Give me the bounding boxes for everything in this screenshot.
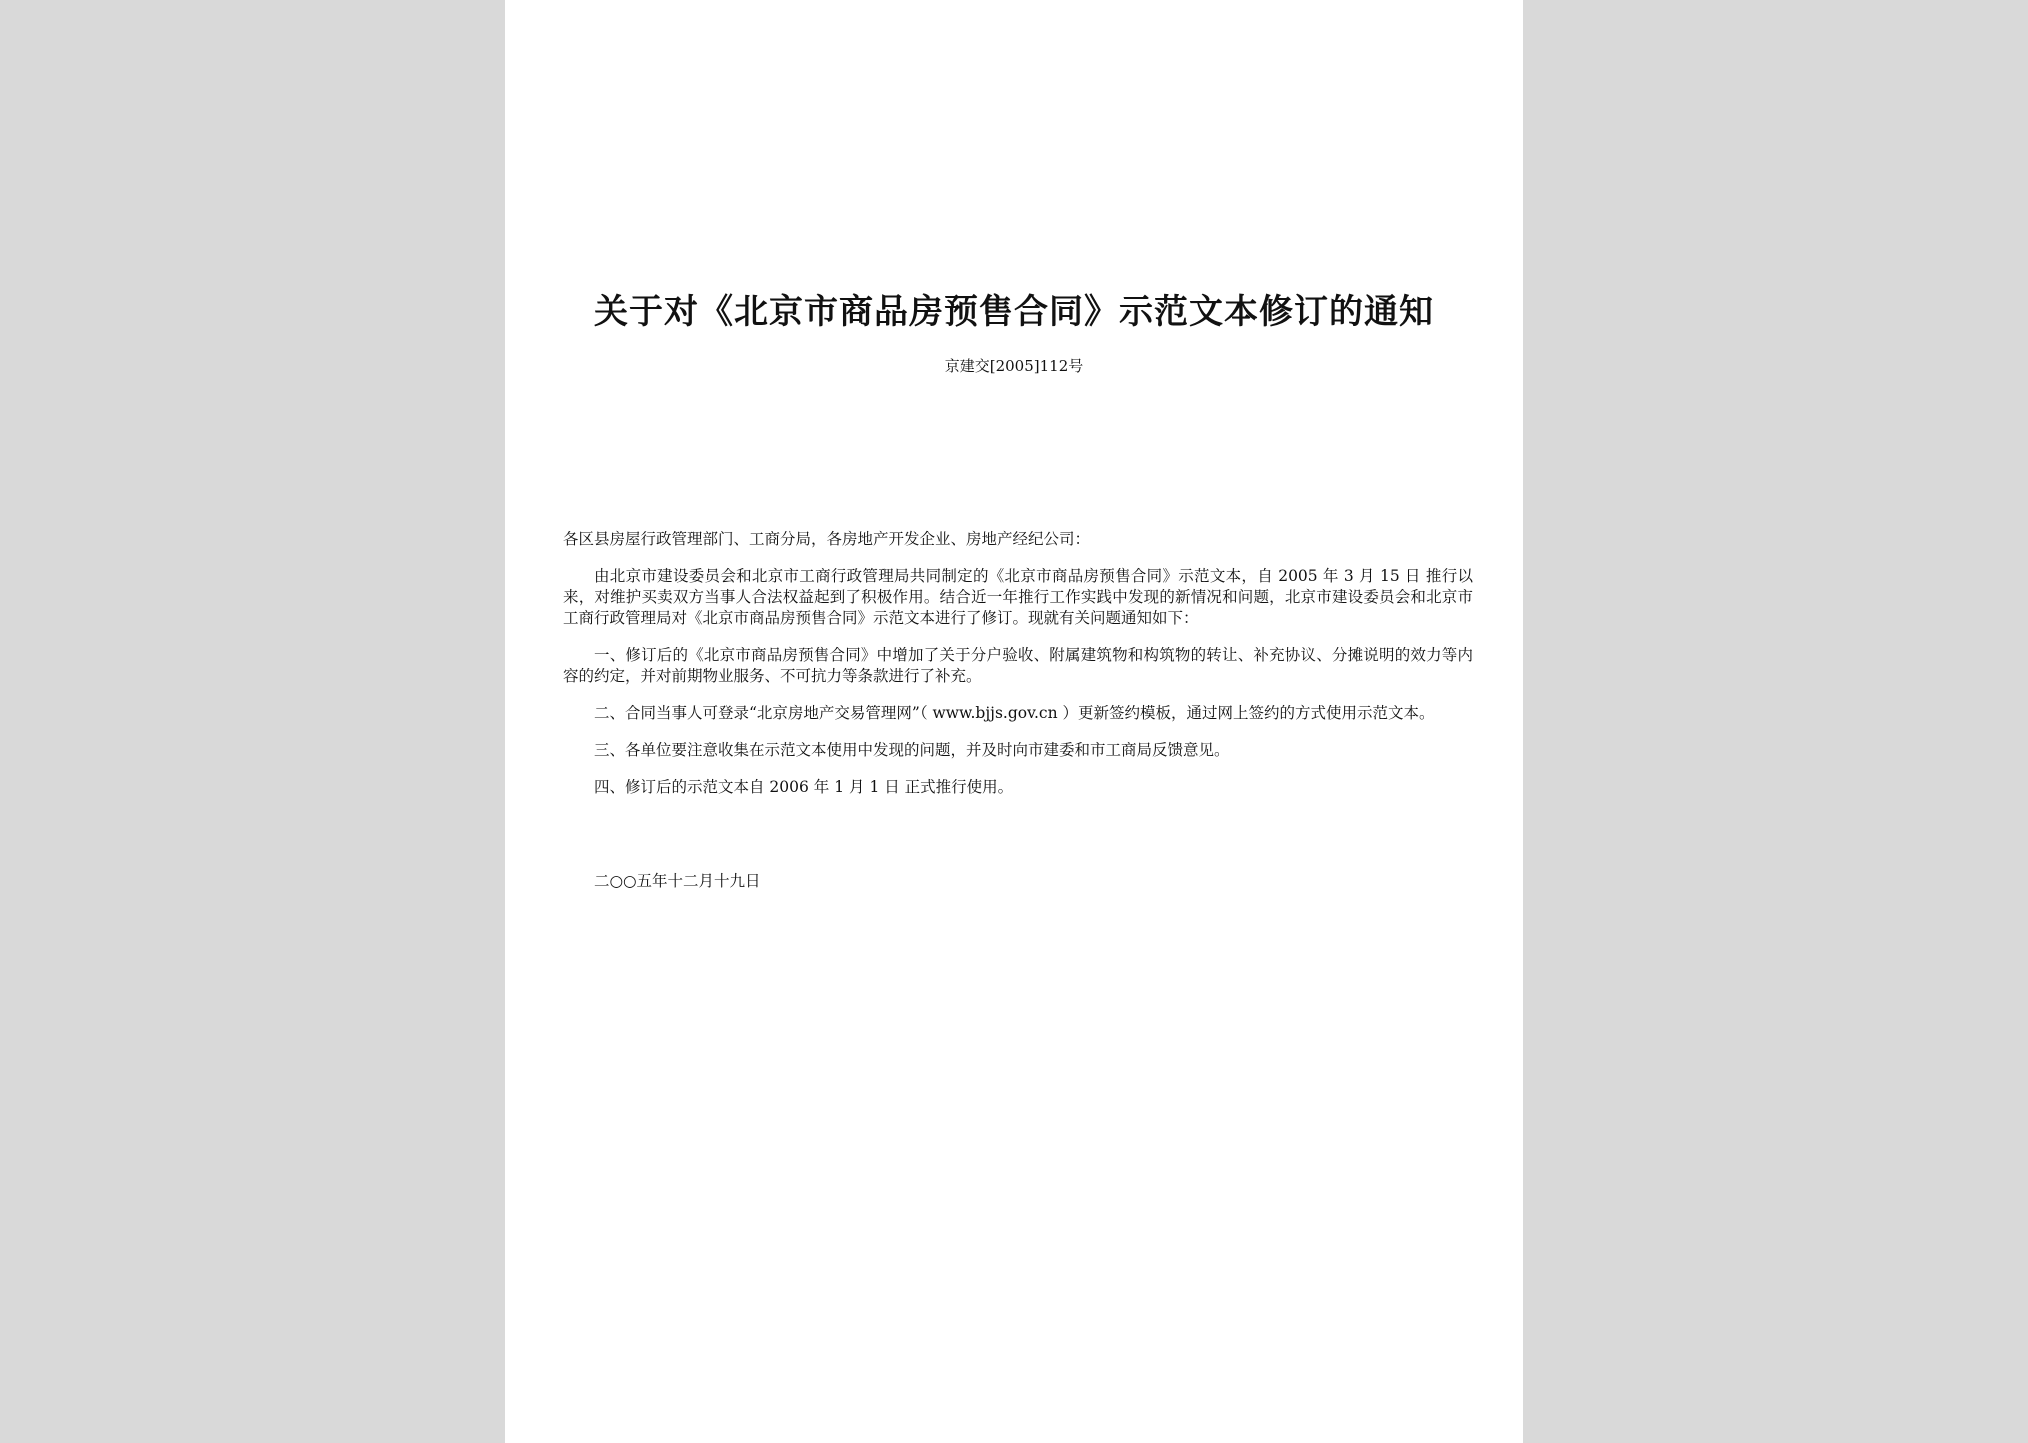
salutation: 各区县房屋行政管理部门、工商分局，各房地产开发企业、房地产经纪公司： [563, 530, 1091, 548]
document-body [563, 529, 1473, 814]
paragraph-item-4: 四、修订后的示范文本自 2006 年 1 月 1 日 正式推行使用。 [594, 778, 1014, 796]
document-number: 京建交[2005]112号 [944, 357, 1084, 375]
paragraph-item-3: 三、各单位要注意收集在示范文本使用中发现的问题，并及时向市建委和市工商局反馈意见。 [594, 741, 1230, 759]
paragraph-item-1: 一、修订后的《北京市商品房预售合同》中增加了关于分户验收、附属建筑物和构筑物的转让、补充协议、分摊说明的效力等内容的约定，并对前期物业服务、不可抗力等条款进行了补充。 [563, 646, 1473, 685]
document-page [505, 0, 1523, 1443]
document-title: 关于对《北京市商品房预售合同》示范文本修订的通知 [594, 292, 1434, 332]
document-date: 二○○五年十二月十九日 [594, 872, 761, 890]
paragraph-item-2: 二、合同当事人可登录“北京房地产交易管理网”（ www.bjjs.gov.cn ）更新签约模板，通过网上签约的方式使用示范文本。 [594, 704, 1435, 722]
paragraph-intro: 由北京市建设委员会和北京市工商行政管理局共同制定的《北京市商品房预售合同》示范文本，自 2005 年 3 月 15 日 推行以来，对维护买卖双方当事人合法权益起到了积极作用。结合近一年推行工作实践中发现的新情况和问题，北京市建设委员会和北京市工商行政管理局对《北京市商品房预售合同》示范文本进行了修订。现就有关问题通知如下： [563, 567, 1473, 627]
